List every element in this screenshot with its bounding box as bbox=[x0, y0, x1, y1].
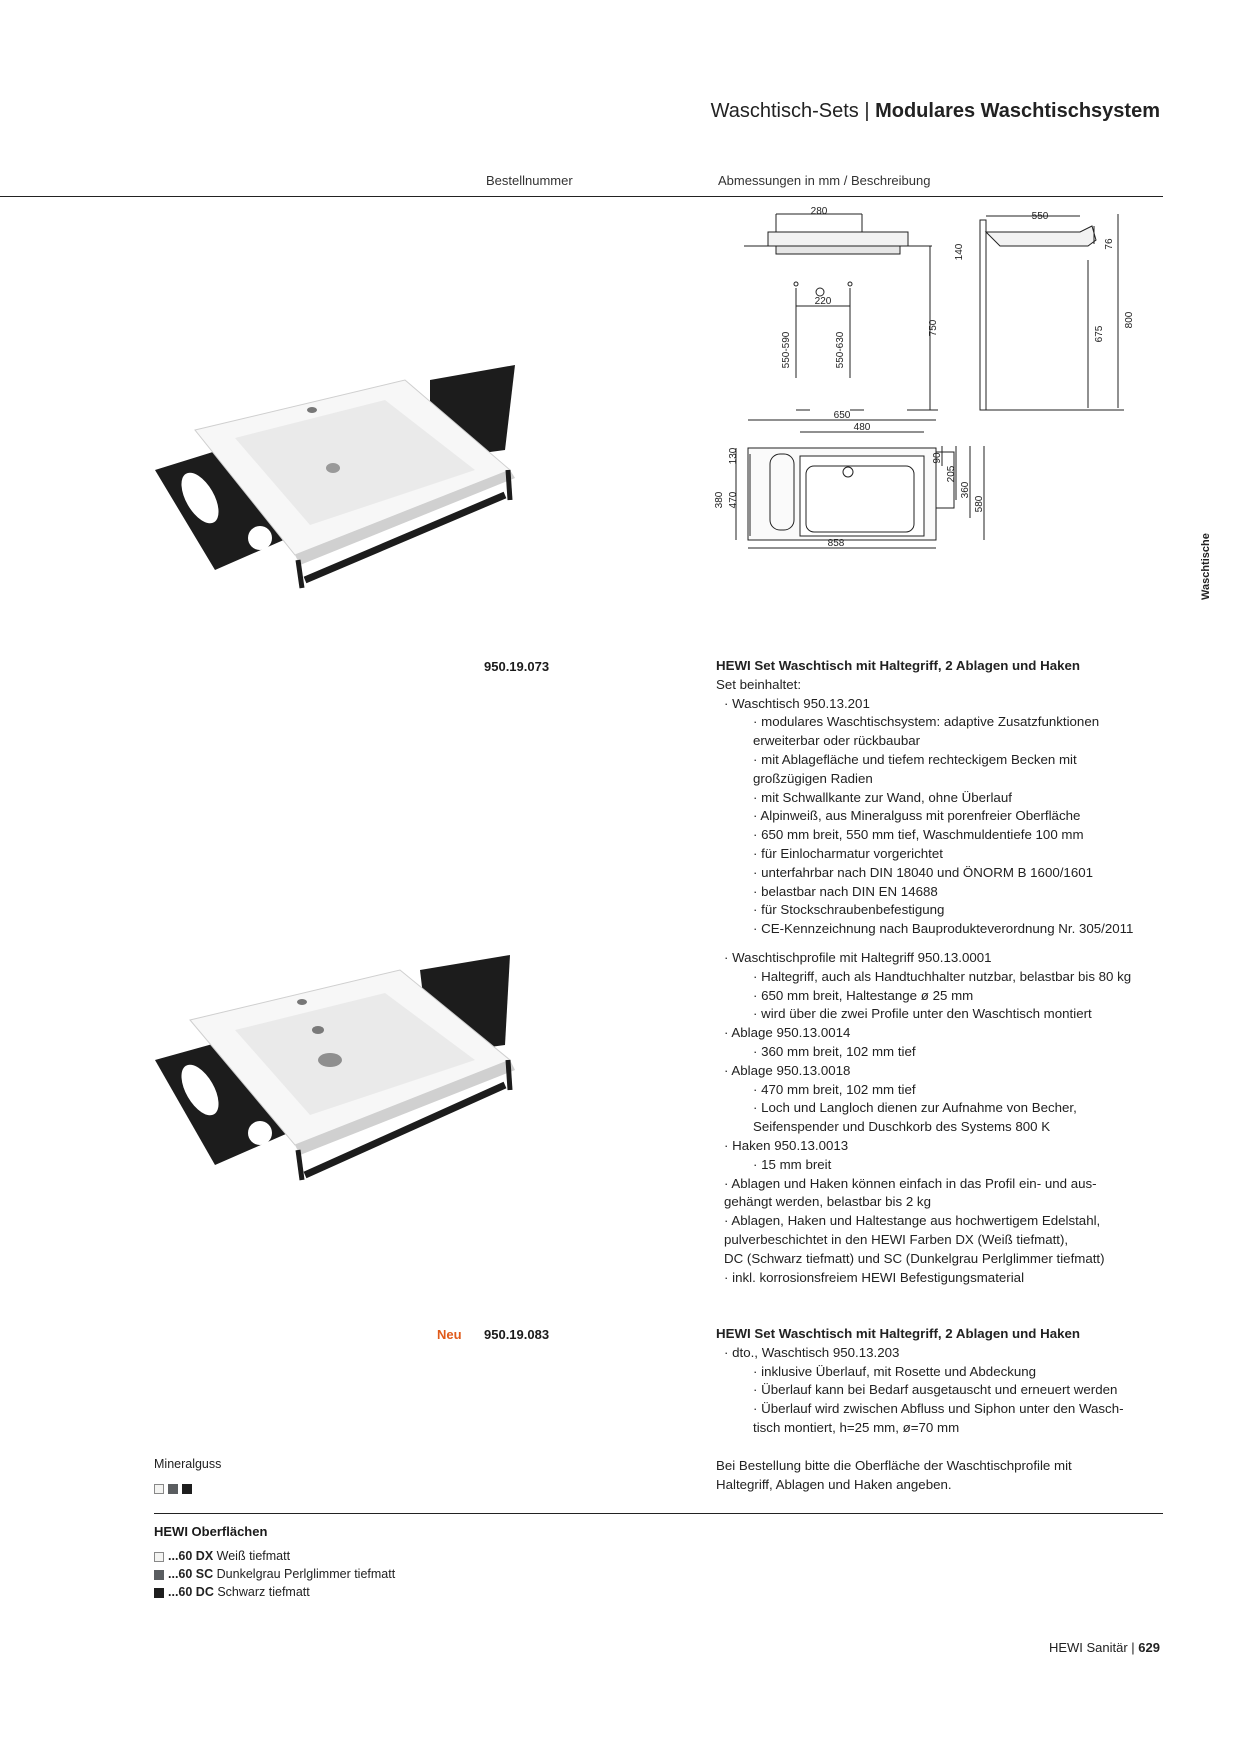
dim-858: 858 bbox=[827, 538, 845, 549]
footer-brand: HEWI Sanitär bbox=[1048, 1640, 1128, 1655]
description-line: · mit Ablagefläche und tiefem rechteckigem Becken mit bbox=[753, 751, 1077, 767]
dim-380: 380 bbox=[714, 491, 725, 509]
swatch-dx bbox=[154, 1484, 164, 1494]
description-line: erweiterbar oder rückbaubar bbox=[753, 733, 921, 749]
material-label: Mineralguss bbox=[154, 1457, 222, 1471]
dim-280: 280 bbox=[810, 206, 828, 217]
section-title: Waschtisch-Sets bbox=[710, 100, 859, 122]
dim-360: 360 bbox=[960, 481, 971, 499]
column-header-dimensions: Abmessungen in mm / Beschreibung bbox=[718, 173, 931, 188]
page-footer: HEWI Sanitär | 629 bbox=[1048, 1640, 1160, 1655]
legend-item-dx: ...60 DX Weiß tiefmatt bbox=[154, 1547, 395, 1565]
description-line: · Waschtischprofile mit Haltegriff 950.13.0001 bbox=[724, 949, 992, 965]
side-tab-label: Waschtische bbox=[1200, 533, 1212, 600]
product-image-2 bbox=[150, 955, 530, 1205]
order-note bbox=[716, 1457, 1156, 1495]
dim-580: 580 bbox=[974, 495, 985, 513]
material-swatches bbox=[154, 1480, 196, 1498]
order-number-1: 950.19.073 bbox=[484, 659, 550, 674]
description-line: · inklusive Überlauf, mit Rosette und Abdeckung bbox=[753, 1363, 1037, 1379]
description-line: gehängt werden, belastbar bis 2 kg bbox=[724, 1194, 931, 1210]
dim-675: 675 bbox=[1094, 325, 1105, 343]
description-line: · inkl. korrosionsfreiem HEWI Befestigungsmaterial bbox=[724, 1269, 1025, 1285]
description-line: · 15 mm breit bbox=[753, 1156, 832, 1172]
swatch-sc bbox=[168, 1484, 178, 1494]
description-line: · Überlauf kann bei Bedarf ausgetauscht und erneuert werden bbox=[753, 1382, 1118, 1398]
description-line: · CE-Kennzeichnung nach Bauprodukteverordnung Nr. 305/2011 bbox=[753, 921, 1134, 937]
description-line: · wird über die zwei Profile unter den Waschtisch montiert bbox=[753, 1006, 1092, 1022]
description-line: · für Einlocharmatur vorgerichtet bbox=[753, 845, 943, 861]
description-line: pulverbeschichtet in den HEWI Farben DX (Weiß tiefmatt), bbox=[724, 1231, 1069, 1247]
header-separator: | bbox=[858, 100, 876, 122]
description-line: · Alpinweiß, aus Mineralguss mit porenfreier Oberfläche bbox=[753, 808, 1081, 824]
description-line: · Ablage 950.13.0014 bbox=[724, 1025, 851, 1041]
description-line: · 650 mm breit, Haltestange ø 25 mm bbox=[753, 987, 974, 1003]
description-line: · 360 mm breit, 102 mm tief bbox=[753, 1043, 916, 1059]
dim-750: 750 bbox=[928, 319, 939, 337]
legend-list bbox=[154, 1547, 395, 1601]
dim-550-590: 550-590 bbox=[781, 331, 792, 369]
description-line: · Waschtisch 950.13.201 bbox=[724, 695, 870, 711]
description-line: · Loch und Langloch dienen zur Aufnahme von Becher, bbox=[753, 1100, 1077, 1116]
dim-550: 550 bbox=[1031, 211, 1049, 222]
description-line: · Ablagen und Haken können einfach in das Profil ein- und aus- bbox=[724, 1175, 1097, 1191]
dim-220: 220 bbox=[814, 296, 832, 307]
description-line: · dto., Waschtisch 950.13.203 bbox=[724, 1344, 900, 1360]
column-header-order-number: Bestellnummer bbox=[486, 173, 573, 188]
legend-item-sc: ...60 SC Dunkelgrau Perlglimmer tiefmatt bbox=[154, 1565, 395, 1583]
dim-650: 650 bbox=[833, 410, 851, 421]
order-note-line-1: Bei Bestellung bitte die Oberfläche der Waschtischprofile mit bbox=[716, 1458, 1072, 1473]
description-line: · unterfahrbar nach DIN 18040 und ÖNORM B 1600/1601 bbox=[753, 864, 1094, 880]
dim-550-630: 550-630 bbox=[835, 331, 846, 369]
header-divider bbox=[0, 196, 1163, 197]
description-line: · mit Schwallkante zur Wand, ohne Überlauf bbox=[753, 789, 1012, 805]
description-line: · für Stockschraubenbefestigung bbox=[753, 902, 945, 918]
description-line: · Ablage 950.13.0018 bbox=[724, 1062, 851, 1078]
dim-205: 205 bbox=[946, 465, 957, 483]
description-line: DC (Schwarz tiefmatt) und SC (Dunkelgrau Perlglimmer tiefmatt) bbox=[724, 1250, 1105, 1266]
dim-130: 130 bbox=[728, 447, 739, 465]
description-line: · Haltegriff, auch als Handtuchhalter nutzbar, belastbar bis 80 kg bbox=[753, 968, 1132, 984]
dim-480: 480 bbox=[853, 422, 871, 433]
swatch-dc bbox=[182, 1484, 192, 1494]
description-line: Seifenspender und Duschkorb des Systems 800 K bbox=[753, 1119, 1051, 1135]
dim-800: 800 bbox=[1124, 311, 1135, 329]
product-title: HEWI Set Waschtisch mit Haltegriff, 2 Ablagen und Haken bbox=[716, 1326, 1080, 1341]
description-line: · Ablagen, Haken und Haltestange aus hochwertigem Edelstahl, bbox=[724, 1213, 1101, 1229]
product-image-1 bbox=[150, 360, 530, 610]
description-line: · Haken 950.13.0013 bbox=[724, 1137, 849, 1153]
description-line: · belastbar nach DIN EN 14688 bbox=[753, 883, 938, 899]
new-badge: Neu bbox=[437, 1327, 462, 1342]
description-line: tisch montiert, h=25 mm, ø=70 mm bbox=[753, 1419, 960, 1435]
description-line: · 470 mm breit, 102 mm tief bbox=[753, 1081, 916, 1097]
description-line: großzügigen Radien bbox=[753, 770, 873, 786]
product-title: HEWI Set Waschtisch mit Haltegriff, 2 Ablagen und Haken bbox=[716, 658, 1080, 673]
dim-76: 76 bbox=[1104, 238, 1115, 250]
dim-470: 470 bbox=[728, 491, 739, 509]
technical-drawing bbox=[700, 200, 1160, 640]
description-line: Set beinhaltet: bbox=[716, 676, 802, 692]
description-line: · Überlauf wird zwischen Abfluss und Siphon unter den Wasch- bbox=[753, 1401, 1124, 1417]
description-line: · modulares Waschtischsystem: adaptive Zusatzfunktionen bbox=[753, 714, 1100, 730]
legend-title: HEWI Oberflächen bbox=[154, 1524, 268, 1539]
dim-90: 90 bbox=[932, 452, 943, 464]
page-number: 629 bbox=[1138, 1640, 1160, 1655]
order-note-line-2: Haltegriff, Ablagen und Haken angeben. bbox=[716, 1476, 952, 1492]
legend-divider bbox=[154, 1513, 1163, 1514]
page-header bbox=[711, 100, 1160, 123]
legend-item-dc: ...60 DC Schwarz tiefmatt bbox=[154, 1583, 395, 1601]
order-number-2: 950.19.083 bbox=[484, 1327, 550, 1342]
product-2-description bbox=[716, 1325, 1156, 1438]
product-1-description bbox=[716, 657, 1156, 1287]
description-line: · 650 mm breit, 550 mm tief, Waschmuldentiefe 100 mm bbox=[753, 827, 1084, 843]
dim-140: 140 bbox=[954, 243, 965, 261]
page-title: Modulares Waschtischsystem bbox=[875, 100, 1160, 122]
